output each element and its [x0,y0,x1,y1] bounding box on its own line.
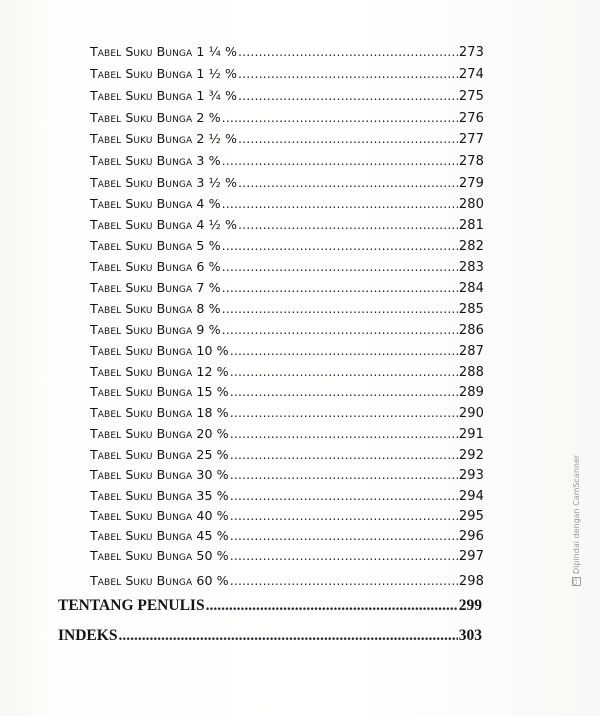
leader-dots [230,548,458,563]
toc-entry-page: 291 [458,427,484,442]
leader-dots [238,175,458,190]
toc-entry[interactable] [90,301,484,317]
toc-entry[interactable] [90,88,484,104]
toc-entry[interactable] [90,508,484,524]
toc-entry[interactable] [90,548,484,564]
toc-entry[interactable] [90,364,484,380]
toc-entry[interactable] [90,238,484,254]
toc-entry-label: Tabel Suku Bunga 4 ½ % [90,217,238,232]
toc-entry-label: Tabel Suku Bunga 8 % [90,301,221,316]
toc-entry-page: 287 [458,344,484,359]
leader-dots [230,343,458,358]
toc-entry-label: Tabel Suku Bunga 35 % [90,488,229,503]
toc-entry-page: 283 [458,260,484,275]
toc-entry[interactable] [90,66,484,82]
toc-entry-page: 296 [458,529,484,544]
leader-dots [206,597,458,615]
leader-dots [222,153,458,168]
toc-entry-label: Tabel Suku Bunga 7 % [90,280,221,295]
leader-dots [230,488,458,503]
leader-dots [118,627,457,645]
leader-dots [222,301,458,316]
toc-section-page: 303 [458,627,482,644]
leader-dots [230,447,458,462]
toc-entry[interactable] [90,280,484,296]
toc-entry-page: 294 [458,489,484,504]
leader-dots [222,280,458,295]
toc-entry-label: Tabel Suku Bunga 10 % [90,343,229,358]
toc-entry-page: 295 [458,509,484,524]
toc-entry-label: Tabel Suku Bunga 1 ¾ % [90,88,238,103]
camscanner-icon: CS [573,578,579,585]
toc-entry[interactable] [90,343,484,359]
toc-entry-page: 276 [458,111,484,126]
toc-entry-label: Tabel Suku Bunga 3 % [90,153,221,168]
toc-entry-page: 289 [458,385,484,400]
toc-entry-label: Tabel Suku Bunga 50 % [90,548,229,563]
leader-dots [230,405,458,420]
leader-dots [230,573,458,588]
leader-dots [230,384,458,399]
toc-entry[interactable] [90,573,484,589]
toc-entry[interactable] [90,131,484,147]
toc-entry[interactable] [90,196,484,212]
toc-entry-page: 298 [458,574,484,589]
toc-entry-page: 297 [458,549,484,564]
toc-entry-page: 275 [458,89,484,104]
leader-dots [222,196,458,211]
toc-entry-label: Tabel Suku Bunga 9 % [90,322,221,337]
toc-entry[interactable] [90,153,484,169]
toc-entry-label: Tabel Suku Bunga 15 % [90,384,229,399]
toc-entry-label: Tabel Suku Bunga 5 % [90,238,221,253]
toc-entry-label: Tabel Suku Bunga 1 ½ % [90,66,238,81]
leader-dots [230,528,458,543]
toc-entry[interactable] [90,44,484,60]
toc-entry-page: 281 [458,218,484,233]
toc-entry-label: Tabel Suku Bunga 20 % [90,426,229,441]
toc-entry-page: 274 [458,67,484,82]
toc-entry[interactable] [90,426,484,442]
toc-entry[interactable] [90,322,484,338]
toc-section-page: 299 [458,597,482,614]
leader-dots [222,322,458,337]
toc-entry[interactable] [90,528,484,544]
toc-entry[interactable] [90,447,484,463]
leader-dots [238,66,458,81]
toc-entry[interactable] [90,467,484,483]
toc-entry[interactable] [90,384,484,400]
leader-dots [222,259,458,274]
toc-entry-label: Tabel Suku Bunga 6 % [90,259,221,274]
toc-entry-page: 293 [458,468,484,483]
toc-entry[interactable] [90,175,484,191]
leader-dots [222,238,458,253]
toc-entry-label: Tabel Suku Bunga 30 % [90,467,229,482]
leader-dots [238,44,458,59]
toc-entry-page: 280 [458,197,484,212]
toc-entry-label: Tabel Suku Bunga 2 ½ % [90,131,238,146]
toc-entry-page: 278 [458,154,484,169]
toc-entry[interactable] [90,110,484,126]
toc-entry-page: 288 [458,365,484,380]
toc-entry-label: Tabel Suku Bunga 12 % [90,364,229,379]
toc-entry[interactable] [90,259,484,275]
toc-entry-page: 290 [458,406,484,421]
toc-entry-label: Tabel Suku Bunga 18 % [90,405,229,420]
toc-entry-page: 279 [458,176,484,191]
toc-entry-page: 286 [458,323,484,338]
toc-section-label: INDEKS [58,627,118,644]
toc-entry-label: Tabel Suku Bunga 40 % [90,508,229,523]
toc-entry[interactable] [90,488,484,504]
toc-section-tentang-penulis[interactable] [58,597,482,615]
toc-entry[interactable] [90,405,484,421]
toc-entry-label: Tabel Suku Bunga 45 % [90,528,229,543]
toc-entry-label: Tabel Suku Bunga 4 % [90,196,221,211]
toc-entry-label: Tabel Suku Bunga 25 % [90,447,229,462]
toc-entry-page: 292 [458,448,484,463]
toc-entry-page: 282 [458,239,484,254]
toc-entry-label: Tabel Suku Bunga 3 ½ % [90,175,238,190]
leader-dots [230,467,458,482]
toc-entry-page: 284 [458,281,484,296]
toc-entry-page: 285 [458,302,484,317]
leader-dots [222,110,458,125]
scanner-watermark [572,455,581,586]
toc-entry[interactable] [90,217,484,233]
toc-section-indeks[interactable] [58,627,482,645]
toc-entry-page: 277 [458,132,484,147]
scanner-watermark-text: Dipindai dengan CamScanner [572,454,581,574]
toc-entry-label: Tabel Suku Bunga 1 ¼ % [90,44,238,59]
leader-dots [238,217,458,232]
leader-dots [230,364,458,379]
leader-dots [238,131,458,146]
leader-dots [238,88,458,103]
leader-dots [230,508,458,523]
toc-entry-label: Tabel Suku Bunga 60 % [90,573,229,588]
toc-section-label: TENTANG PENULIS [58,597,205,614]
leader-dots [230,426,458,441]
toc-entry-label: Tabel Suku Bunga 2 % [90,110,221,125]
toc-entry-page: 273 [458,45,484,60]
